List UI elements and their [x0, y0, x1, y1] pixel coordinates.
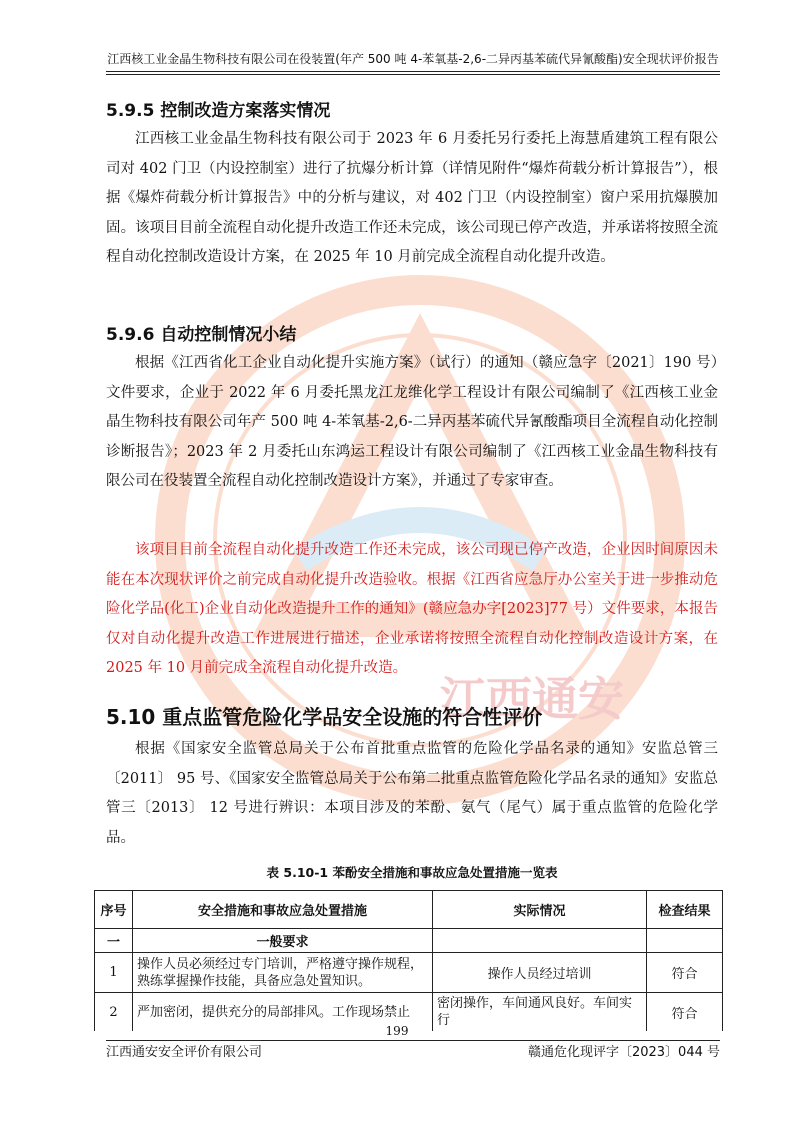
group-seq: 一 [95, 929, 133, 953]
watermark-text: 江西通安 [440, 672, 624, 726]
table-header-row [95, 891, 723, 929]
row-actual: 操作人员经过培训 [433, 953, 647, 993]
header-measures: 安全措施和事故应急处置措施 [133, 891, 433, 929]
row-seq: 1 [95, 953, 133, 993]
row-seq: 2 [95, 993, 133, 1032]
section-heading-5-9-5: 5.9.5 控制改造方案落实情况 [106, 101, 331, 121]
row-measure: 严加密闭，提供充分的局部排风。工作现场禁止 [133, 993, 433, 1032]
table-row [95, 953, 723, 993]
header-actual: 实际情况 [433, 891, 647, 929]
row-result: 符合 [647, 993, 723, 1032]
table-caption: 表 5.10-1 苯酚安全措施和事故应急处置措施一览表 [266, 865, 558, 880]
section-5-10-paragraph: 根据《国家安全监管总局关于公布首批重点监管的危险化学品名录的通知》安监总管三〔2011〕 95 号、《国家安全监管总局关于公布第二批重点监管危险化学品名录的通知》安监总管三〔2013〕 12 号进行辨识：本项目涉及的苯酚、氨气（尾气）属于重点监管的危险化学品。 [106, 741, 718, 846]
row-result: 符合 [647, 953, 723, 993]
page-header: 江西核工业金晶生物科技有限公司在役装置(年产 500 吨 4-苯氧基-2,6-二异丙基苯硫代异氰酸酯)安全现状评价报告 [106, 50, 720, 72]
group-label: 一般要求 [133, 929, 433, 953]
table-group-row [95, 929, 723, 953]
header-seq: 序号 [95, 891, 133, 929]
page-number: 199 [385, 1024, 409, 1038]
section-5-9-5-paragraph: 江西核工业金晶生物科技有限公司于 2023 年 6 月委托另行委托上海慧盾建筑工程有限公司对 402 门卫（内设控制室）进行了抗爆分析计算（详情见附件“爆炸荷载分析计算报告”），根据《爆炸荷载分析计算报告》中的分析与建议，对 402 门卫（内设控制室）窗户采用抗爆膜加固。该项目目前全流程自动化提升改造工作还未完成，该公司现已停产改造，并承诺将按照全流程自动化控制改造设计方案，在 2025 年 10 月前完成全流程自动化提升改造。 [106, 131, 718, 265]
header-result: 检查结果 [647, 891, 723, 929]
section-heading-5-10: 5.10 重点监管危险化学品安全设施的符合性评价 [106, 705, 543, 729]
section-heading-5-9-6: 5.9.6 自动控制情况小结 [106, 325, 297, 345]
section-5-9-6-red-paragraph: 该项目目前全流程自动化提升改造工作还未完成，该公司现已停产改造，企业因时间原因未能在本次现状评价之前完成自动化提升改造验收。根据《江西省应急厅办公室关于进一步推动危险化学品(化工)企业自动化改造提升工作的通知》(赣应急办字[2023]77 号）文件要求，本报告仅对自动化提升改造工作进展进行描述，企业承诺将按照全流程自动化控制改造设计方案，在 2025 年 10 月前完成全流程自动化提升改造。 [106, 542, 718, 676]
footer-doc-code: 赣通危化现评字〔2023〕044 号 [527, 1045, 720, 1060]
section-5-9-6-paragraph: 根据《江西省化工企业自动化提升实施方案》（试行）的通知（赣应急字〔2021〕190 号）文件要求，企业于 2022 年 6 月委托黑龙江龙维化学工程设计有限公司编制了《江西核工业金晶生物科技有限公司年产 500 吨 4-苯氧基-2,6-二异丙基苯硫代异氰酸酯项目全流程自动化控制诊断报告》；2023 年 2 月委托山东鸿运工程设计有限公司编制了《江西核工业金晶生物科技有限公司在役装置全流程自动化控制改造设计方案》，并通过了专家审查。 [106, 355, 718, 489]
row-actual: 密闭操作，车间通风良好。车间实行 [433, 993, 647, 1032]
measures-table [94, 890, 723, 1031]
row-measure: 操作人员必须经过专门培训，严格遵守操作规程，熟练掌握操作技能，具备应急处置知识。 [133, 953, 433, 993]
footer-company: 江西通安安全评价有限公司 [106, 1045, 263, 1060]
